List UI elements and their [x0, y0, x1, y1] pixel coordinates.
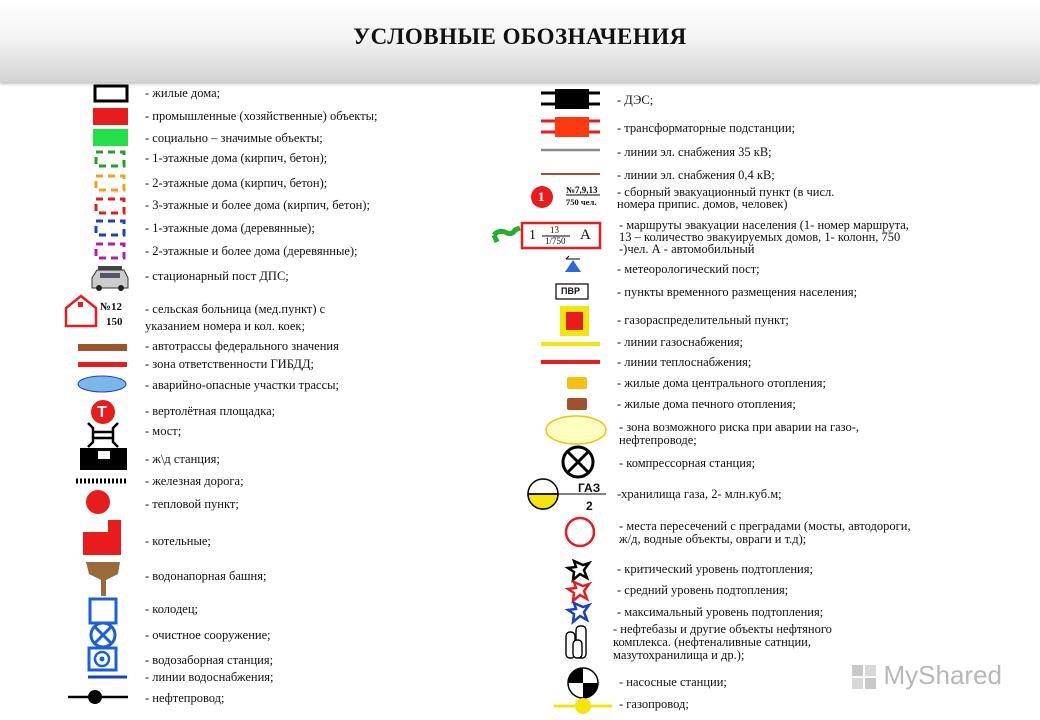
label-well: - колодец; — [145, 602, 199, 616]
brick2-icon — [96, 176, 124, 190]
label-brick2: - 2-этажные дома (кирпич, бетон); — [145, 176, 328, 190]
label-tower: - водонапорная башня; — [145, 569, 267, 583]
watermark-text: MyShared — [883, 660, 1002, 690]
label-heatpoint: - тепловой пункт; — [145, 497, 239, 511]
label-oilbase-3: мазутохранилища и др.); — [613, 648, 745, 662]
label-dps: - стационарный пост ДПС; — [145, 269, 289, 283]
industrial-icon — [93, 108, 128, 125]
label-gasstore: -хранилища газа, 2- млн.куб.м; — [617, 487, 782, 501]
central-heat-icon — [567, 377, 587, 389]
flood-critical-icon — [568, 561, 589, 580]
label-hospital-1: - сельская больница (мед.пункт) с — [145, 302, 326, 316]
label-oilbase-1: - нефтебазы и другие объекты нефтяного — [613, 622, 832, 636]
label-crossing-1: - места пересечений с преградами (мосты, автодороги, — [619, 519, 911, 533]
highway-icon — [78, 344, 127, 351]
label-treatment: - очистное сооружение; — [145, 628, 271, 642]
label-flood-critical: - критический уровень подтопления; — [617, 562, 813, 576]
label-brick1: - 1-этажные дома (кирпич, бетон); — [145, 151, 328, 165]
treatment-icon — [91, 623, 115, 647]
label-riskzone-2: нефтепроводе; — [619, 433, 697, 447]
social-icon — [93, 129, 128, 146]
label-evac-2: номера припис. домов, человек) — [617, 197, 788, 211]
hospital-icon — [66, 296, 96, 326]
danger-icon — [78, 376, 126, 392]
label-pvr: - пункты временного размещения населения; — [617, 285, 858, 299]
label-pump: - насосные станции; — [619, 675, 727, 689]
label-intake: - водозаборная станция; — [145, 653, 274, 667]
helipad-letter: Т — [97, 404, 107, 421]
label-route-3: -)чел. А - автомобильный — [619, 242, 755, 256]
label-highway: - автотрассы федерального значения — [145, 339, 339, 353]
label-hospital-2: указанием номера и кол. коек; — [145, 319, 305, 333]
label-gibdd: - зона ответственности ГИБДД; — [145, 357, 314, 371]
label-wood1: - 1-этажные дома (деревянные); — [145, 221, 315, 235]
des-icon — [541, 89, 600, 109]
label-gaslines: - линии газоснабжения; — [617, 335, 743, 349]
label-waterlines: - линии водоснабжения; — [145, 670, 274, 684]
well-icon — [90, 599, 116, 623]
brick1-icon — [96, 152, 124, 166]
label-transformer: - трансформаторные подстанции; — [617, 121, 795, 135]
water-tower-icon — [86, 562, 120, 596]
route-columns: 1/750 — [545, 236, 566, 246]
stove-heat-icon — [567, 398, 587, 410]
page-title: УСЛОВНЫЕ ОБОЗНАЧЕНИЯ — [353, 24, 687, 49]
label-industrial: - промышленные (хозяйственные) объекты; — [145, 109, 378, 123]
label-heli: - вертолётная площадка; — [145, 404, 276, 418]
route-houses: 13 — [550, 225, 559, 235]
label-meteo: - метеорологический пост; — [617, 262, 760, 276]
pvr-tag: ПВР — [561, 286, 580, 296]
label-gaspoint: - газораспределительный пункт; — [617, 313, 789, 327]
label-flood-max: - максимальный уровень подтопления; — [617, 605, 824, 619]
route-number: 1 — [529, 228, 536, 243]
oilpipe-icon — [68, 690, 128, 704]
label-gaspipe: - газопровод; — [619, 697, 689, 711]
watermark — [884, 660, 1003, 691]
evac-houses: №7,9,13 — [566, 185, 598, 195]
wood1-icon — [96, 221, 124, 235]
label-railway: - железная дорога; — [145, 474, 244, 488]
transformer-icon — [541, 117, 600, 137]
gas-distribution-icon — [560, 306, 589, 336]
evac-circle-number: 1 — [538, 189, 545, 204]
label-bridge: - мост; — [145, 424, 182, 438]
compressor-icon — [563, 447, 593, 477]
meteo-icon — [565, 256, 581, 272]
residential-icon — [95, 86, 127, 101]
gas-capacity: 2 — [586, 499, 593, 513]
boiler-icon — [83, 520, 121, 555]
label-station: - ж\д станция; — [145, 452, 220, 466]
evac-people: 750 чел. — [566, 197, 597, 207]
label-heatlines: - линии теплоснабжения; — [617, 355, 752, 369]
heatpoint-icon — [86, 490, 110, 514]
police-car-icon — [92, 266, 128, 291]
label-wood2: - 2-этажные и более дома (деревянные); — [145, 244, 358, 258]
hospital-beds: 150 — [106, 316, 123, 328]
label-compressor: - компрессорная станция; — [619, 456, 756, 470]
label-oilpipe: - нефтепровод; — [145, 691, 225, 705]
flood-max-icon — [568, 603, 589, 622]
label-riskzone-1: - зона возможного риска при аварии на газо-, — [619, 420, 860, 434]
legend-right-symbols — [490, 82, 620, 718]
hospital-number: №12 — [100, 301, 123, 313]
label-residential: - жилые дома; — [145, 86, 221, 100]
rail-station-icon — [80, 448, 127, 470]
wood2-icon — [96, 244, 124, 258]
crossing-icon — [566, 518, 594, 546]
label-central-heat: - жилые дома центрального отопления; — [617, 376, 827, 390]
gibdd-icon — [78, 362, 127, 367]
label-flood-medium: - средний уровень подтопления; — [617, 583, 789, 597]
label-des: - ДЭС; — [617, 93, 654, 107]
label-evac-1: - сборный эвакуационный пункт (в числ. — [617, 185, 835, 199]
watermark-logo-icon — [850, 663, 878, 691]
label-line04: - линии эл. снабжения 0,4 кВ; — [617, 168, 775, 182]
legend-left-symbols — [55, 82, 145, 712]
gas-tag: ГАЗ — [578, 481, 601, 495]
label-stove-heat: - жилые дома печного отопления; — [617, 397, 796, 411]
label-brick3: - 3-этажные и более дома (кирпич, бетон); — [145, 198, 370, 212]
bridge-icon — [88, 423, 118, 447]
label-danger: - аварийно-опасные участки трассы; — [145, 378, 340, 392]
label-social: - социально – значимые объекты; — [145, 131, 323, 145]
route-type: А — [580, 227, 591, 243]
label-route-2: 13 – количество эвакуируемых домов, 1- колонн, 750 — [619, 230, 901, 244]
label-line35: - линии эл. снабжения 35 кВ; — [617, 145, 772, 159]
brick3-icon — [96, 199, 124, 213]
label-boiler: - котельные; — [145, 534, 211, 548]
pump-station-icon — [568, 668, 598, 698]
label-crossing-2: ж/д, водные объекты, овраги и т.д); — [619, 532, 807, 546]
gaspipe-icon — [554, 698, 612, 714]
flood-medium-icon — [568, 582, 589, 601]
label-oilbase-2: комплекса. (нефтеналивные сатнции, — [613, 635, 811, 649]
header-bar — [0, 0, 1040, 82]
label-route-1: - маршруты эвакуации населения (1- номер маршрута, — [619, 218, 909, 232]
oil-base-icon — [566, 626, 586, 658]
risk-zone-icon — [546, 416, 606, 444]
intake-icon — [89, 648, 116, 670]
